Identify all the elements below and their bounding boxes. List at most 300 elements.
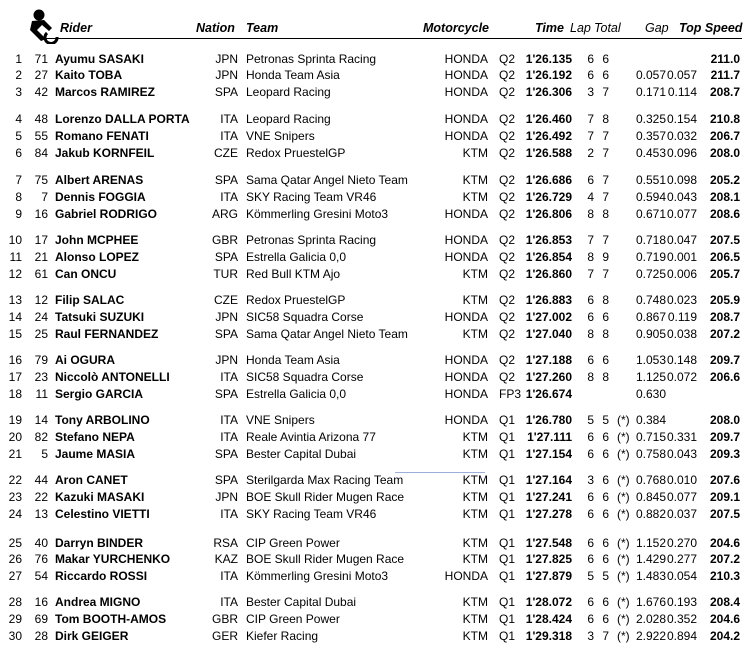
cell-lap: 3 [587,85,594,99]
cell-team: CIP Green Power [246,612,340,626]
cell-nation: ARG [211,207,238,221]
cell-team: Reale Avintia Arizona 77 [246,430,376,444]
table-row [0,145,745,162]
cell-speed: 209.7 [709,430,740,444]
cell-pos: 11 [9,250,22,264]
cell-moto: HONDA [444,68,488,82]
cell-nation: ITA [220,430,238,444]
cell-num: 61 [34,267,48,281]
cell-gap: 0.715 [635,430,666,444]
cell-time: 1'26.883 [525,293,572,307]
cell-moto: KTM [462,430,488,444]
table-row [0,506,745,523]
cell-moto: KTM [462,612,488,626]
cell-speed: 209.7 [709,353,740,367]
cell-tot: 6 [602,552,609,566]
cell-moto: KTM [462,173,488,187]
cell-tot: 6 [602,490,609,504]
cell-speed: 208.4 [709,595,740,609]
cell-time: 1'27.154 [525,447,572,461]
cell-star: (*) [617,595,630,609]
cell-rider: Lorenzo DALLA PORTA [55,112,190,126]
table-row [0,628,745,645]
cell-speed: 207.5 [709,233,740,247]
cell-nation: GER [211,629,238,643]
cell-nation: RSA [213,536,238,550]
cell-lap: 6 [587,507,594,521]
cell-rider: Stefano NEPA [55,430,135,444]
cell-team: Redox PruestelGP [246,146,346,160]
cell-team: Bester Capital Dubai [246,595,357,609]
cell-nation: SPA [214,387,238,401]
cell-diff: 0.072 [666,370,697,384]
cell-nation: SPA [214,473,238,487]
cell-moto: HONDA [444,129,488,143]
header-rider: Rider [60,21,92,35]
cell-speed: 208.0 [709,146,740,160]
cell-team: SIC58 Squadra Corse [246,370,364,384]
cell-speed: 205.2 [709,173,740,187]
cell-time: 1'27.548 [525,536,572,550]
cell-gap: 0.905 [635,327,666,341]
cell-sess: Q2 [499,327,516,341]
cell-nation: JPN [215,490,238,504]
cell-tot: 8 [602,370,609,384]
cell-team: VNE Snipers [246,129,315,143]
table-row [0,352,745,369]
cell-speed: 210.8 [709,112,740,126]
cell-lap: 6 [587,552,594,566]
table-row [0,412,745,429]
cell-lap: 8 [587,327,594,341]
cell-num: 76 [34,552,48,566]
cell-lap: 6 [587,353,594,367]
cell-pos: 4 [15,112,22,126]
cell-time: 1'27.164 [525,473,572,487]
cell-pos: 16 [8,353,22,367]
cell-diff: 0.352 [666,612,697,626]
cell-diff: 0.270 [666,536,697,550]
cell-sess: Q2 [499,310,516,324]
cell-star: (*) [617,447,630,461]
cell-sess: Q1 [499,569,516,583]
cell-sess: Q2 [499,85,516,99]
cell-moto: HONDA [444,112,488,126]
cell-speed: 210.3 [709,569,740,583]
cell-time: 1'27.879 [525,569,572,583]
cell-rider: Kazuki MASAKI [55,490,145,504]
cell-num: 44 [34,473,48,487]
cell-speed: 204.2 [709,629,740,643]
cell-star: (*) [617,629,630,643]
cell-tot: 7 [602,190,609,204]
cell-tot: 9 [602,250,609,264]
cell-num: 54 [34,569,48,583]
cell-lap: 7 [587,267,594,281]
header-top-speed: Top Speed [679,21,743,35]
cell-num: 17 [34,233,48,247]
cell-nation: CZE [214,146,238,160]
table-row [0,111,745,128]
table-row [0,489,745,506]
cell-pos: 22 [8,473,22,487]
table-row [0,326,745,343]
cell-moto: HONDA [444,413,488,427]
cell-num: 16 [34,207,48,221]
cell-team: VNE Snipers [246,413,315,427]
cell-time: 1'26.674 [525,387,572,401]
cell-sess: Q2 [499,250,516,264]
cell-rider: Jakub KORNFEIL [55,146,155,160]
cell-tot: 7 [602,629,609,643]
cell-diff: 0.096 [666,146,697,160]
cell-rider: Albert ARENAS [55,173,144,187]
cell-sess: Q1 [499,507,516,521]
cell-tot: 6 [602,536,609,550]
cell-rider: Romano FENATI [55,129,149,143]
cell-team: SIC58 Squadra Corse [246,310,364,324]
cell-sess: Q2 [499,267,516,281]
cell-gap: 0.718 [635,233,666,247]
cell-num: 23 [34,370,48,384]
cell-nation: ITA [220,507,238,521]
cell-gap: 1.053 [635,353,666,367]
cell-moto: HONDA [444,310,488,324]
cell-rider: Makar YURCHENKO [55,552,171,566]
cell-team: Honda Team Asia [246,353,340,367]
cell-diff: 0.119 [667,310,697,324]
cell-sess: Q1 [499,473,516,487]
cell-moto: HONDA [444,250,488,264]
cell-pos: 29 [8,612,22,626]
cell-moto: KTM [462,552,488,566]
cell-sess: Q1 [499,612,516,626]
cell-num: 48 [34,112,48,126]
cell-moto: KTM [462,146,488,160]
cell-speed: 205.7 [709,267,740,281]
header-time: Time [535,21,564,35]
cell-rider: Jaume MASIA [55,447,136,461]
cell-team: BOE Skull Rider Mugen Race [246,552,405,566]
cell-diff: 0.006 [666,267,697,281]
table-row [0,51,745,68]
cell-lap: 6 [587,310,594,324]
cell-gap: 0.768 [635,473,666,487]
cell-team: Leopard Racing [246,85,331,99]
table-row [0,249,745,266]
cell-moto: HONDA [444,52,488,66]
cell-time: 1'27.111 [527,430,572,444]
cell-time: 1'27.278 [525,507,572,521]
cell-time: 1'27.188 [525,353,572,367]
cell-pos: 14 [8,310,22,324]
cell-speed: 209.1 [709,490,740,504]
cell-tot: 6 [602,447,609,461]
cell-moto: KTM [462,293,488,307]
cell-sess: Q1 [499,447,516,461]
cell-tot: 8 [602,112,609,126]
cell-star: (*) [617,612,630,626]
cell-num: 24 [34,310,48,324]
cell-speed: 206.5 [709,250,740,264]
cell-speed: 211.0 [710,52,740,66]
cell-rider: Celestino VIETTI [55,507,150,521]
table-row [0,84,745,101]
cell-gap: 0.630 [635,387,666,401]
cell-nation: ITA [220,112,238,126]
cell-time: 1'26.853 [525,233,572,247]
cell-nation: ITA [220,413,238,427]
cell-time: 1'26.135 [525,52,572,66]
cell-pos: 9 [15,207,22,221]
cell-team: Sama Qatar Angel Nieto Team [246,173,408,187]
header-divider [42,38,742,39]
cell-team: Kiefer Racing [246,629,319,643]
cell-team: Red Bull KTM Ajo [246,267,341,281]
cell-nation: KAZ [214,552,238,566]
cell-rider: Marcos RAMIREZ [55,85,156,99]
cell-time: 1'29.318 [525,629,572,643]
cell-sess: Q2 [499,190,516,204]
cell-lap: 6 [587,490,594,504]
cell-gap: 0.725 [635,267,666,281]
cell-rider: John MCPHEE [55,233,139,247]
cell-sess: Q2 [499,353,516,367]
cell-sess: Q2 [499,112,516,126]
cell-sess: Q1 [499,595,516,609]
cell-pos: 24 [8,507,22,521]
table-row [0,128,745,145]
cell-tot: 6 [602,430,609,444]
cell-time: 1'26.729 [525,190,572,204]
header-team: Team [246,21,279,35]
cell-diff: 0.037 [666,507,697,521]
cell-pos: 27 [8,569,22,583]
cell-tot: 7 [602,173,609,187]
cell-speed: 208.7 [709,85,740,99]
cell-rider: Aron CANET [55,473,128,487]
cell-num: 11 [35,387,48,401]
cell-pos: 10 [8,233,22,247]
cell-team: Redox PruestelGP [246,293,346,307]
cell-gap: 1.152 [635,536,666,550]
cell-speed: 205.9 [709,293,740,307]
table-row [0,266,745,283]
cell-time: 1'26.306 [525,85,572,99]
cell-moto: HONDA [444,569,488,583]
cell-num: 12 [34,293,48,307]
cell-num: 5 [41,447,48,461]
cell-moto: KTM [462,267,488,281]
cell-diff: 0.043 [666,190,697,204]
cell-time: 1'26.588 [525,146,572,160]
cell-num: 71 [34,52,48,66]
cell-num: 21 [34,250,48,264]
cell-lap: 6 [587,293,594,307]
cell-lap: 3 [587,629,594,643]
cell-sess: Q1 [499,536,516,550]
row-separator [395,472,485,473]
cell-lap: 6 [587,595,594,609]
cell-pos: 15 [8,327,22,341]
header-gap: Gap [645,21,669,35]
header-lap: Lap [570,21,591,35]
cell-speed: 209.3 [709,447,740,461]
cell-rider: Riccardo ROSSI [55,569,148,583]
cell-diff: 0.098 [666,173,697,187]
cell-star: (*) [617,490,630,504]
cell-gap: 0.057 [635,68,666,82]
cell-sess: Q2 [499,52,516,66]
cell-speed: 208.7 [709,310,740,324]
cell-speed: 207.5 [709,507,740,521]
cell-pos: 23 [8,490,22,504]
cell-team: CIP Green Power [246,536,340,550]
cell-diff: 0.054 [666,569,697,583]
cell-rider: Tony ARBOLINO [55,413,150,427]
cell-tot: 6 [602,507,609,521]
cell-sess: Q2 [499,370,516,384]
cell-moto: HONDA [444,207,488,221]
cell-diff: 0.023 [666,293,697,307]
cell-moto: KTM [462,507,488,521]
cell-nation: GBR [211,233,238,247]
cell-gap: 0.551 [635,173,666,187]
header-motorcycle: Motorcycle [423,21,489,35]
table-row [0,369,745,386]
cell-lap: 8 [587,370,594,384]
cell-team: Sterilgarda Max Racing Team [246,473,404,487]
cell-diff: 0.894 [666,629,697,643]
cell-diff: 0.032 [666,129,697,143]
cell-tot: 7 [602,267,609,281]
cell-pos: 12 [8,267,22,281]
cell-rider: Alonso LOPEZ [55,250,139,264]
cell-speed: 207.2 [709,552,740,566]
cell-team: Estrella Galicia 0,0 [246,250,347,264]
cell-lap: 6 [587,447,594,461]
cell-speed: 208.1 [709,190,740,204]
cell-gap: 1.676 [635,595,666,609]
cell-tot: 6 [602,353,609,367]
cell-star: (*) [617,430,630,444]
cell-num: 28 [34,629,48,643]
cell-moto: KTM [462,595,488,609]
cell-moto: HONDA [444,370,488,384]
cell-nation: SPA [214,447,238,461]
cell-diff: 0.010 [666,473,697,487]
cell-moto: HONDA [444,387,488,401]
cell-diff: 0.001 [666,250,697,264]
cell-speed: 208.6 [709,207,740,221]
cell-nation: ITA [220,190,238,204]
cell-sess: Q2 [499,173,516,187]
cell-team: Kömmerling Gresini Moto3 [246,569,389,583]
cell-num: 16 [34,595,48,609]
cell-diff: 0.057 [666,68,697,82]
cell-moto: HONDA [444,353,488,367]
cell-tot: 6 [602,612,609,626]
cell-rider: Raul FERNANDEZ [55,327,159,341]
cell-num: 25 [34,327,48,341]
cell-num: 55 [34,129,48,143]
cell-lap: 4 [587,190,594,204]
cell-gap: 0.453 [635,146,666,160]
cell-diff: 0.154 [666,112,697,126]
cell-time: 1'26.860 [525,267,572,281]
cell-lap: 3 [587,473,594,487]
cell-lap: 6 [587,536,594,550]
cell-gap: 2.028 [635,612,666,626]
cell-pos: 5 [15,129,22,143]
cell-sess: Q1 [499,552,516,566]
cell-rider: Ai OGURA [55,353,115,367]
cell-lap: 5 [587,413,594,427]
cell-nation: CZE [214,293,238,307]
cell-pos: 8 [15,190,22,204]
cell-time: 1'27.002 [525,310,572,324]
cell-sess: FP3 [499,387,522,401]
cell-lap: 7 [587,233,594,247]
cell-diff: 0.077 [666,207,697,221]
cell-time: 1'26.854 [525,250,572,264]
cell-sess: Q2 [499,68,516,82]
cell-rider: Niccolò ANTONELLI [55,370,170,384]
cell-diff: 0.043 [666,447,697,461]
cell-nation: JPN [215,310,238,324]
cell-speed: 208.0 [709,413,740,427]
cell-diff: 0.148 [666,353,697,367]
table-row [0,172,745,189]
cell-tot: 7 [602,146,609,160]
cell-team: BOE Skull Rider Mugen Race [246,490,405,504]
cell-nation: ITA [220,370,238,384]
cell-nation: SPA [214,327,238,341]
cell-diff: 0.331 [666,430,697,444]
cell-team: Kömmerling Gresini Moto3 [246,207,389,221]
cell-speed: 207.2 [709,327,740,341]
cell-team: SKY Racing Team VR46 [246,190,377,204]
table-row [0,232,745,249]
cell-moto: KTM [462,473,488,487]
header-total: Total [594,21,621,35]
cell-num: 7 [41,190,48,204]
cell-sess: Q2 [499,233,516,247]
cell-lap: 6 [587,612,594,626]
cell-pos: 28 [8,595,22,609]
cell-team: SKY Racing Team VR46 [246,507,377,521]
table-row [0,611,745,628]
cell-pos: 7 [15,173,22,187]
cell-pos: 13 [8,293,22,307]
cell-gap: 0.325 [635,112,666,126]
cell-time: 1'27.825 [525,552,572,566]
cell-tot: 7 [602,85,609,99]
cell-nation: GBR [211,612,238,626]
cell-pos: 6 [15,146,22,160]
cell-moto: KTM [462,629,488,643]
cell-time: 1'26.686 [525,173,572,187]
table-row [0,386,745,403]
cell-pos: 25 [8,536,22,550]
cell-tot: 6 [602,52,609,66]
cell-num: 75 [34,173,48,187]
cell-speed: 204.6 [709,612,740,626]
cell-gap: 0.882 [635,507,666,521]
cell-nation: ITA [220,595,238,609]
cell-gap: 0.384 [635,413,666,427]
cell-speed: 211.7 [710,68,740,82]
